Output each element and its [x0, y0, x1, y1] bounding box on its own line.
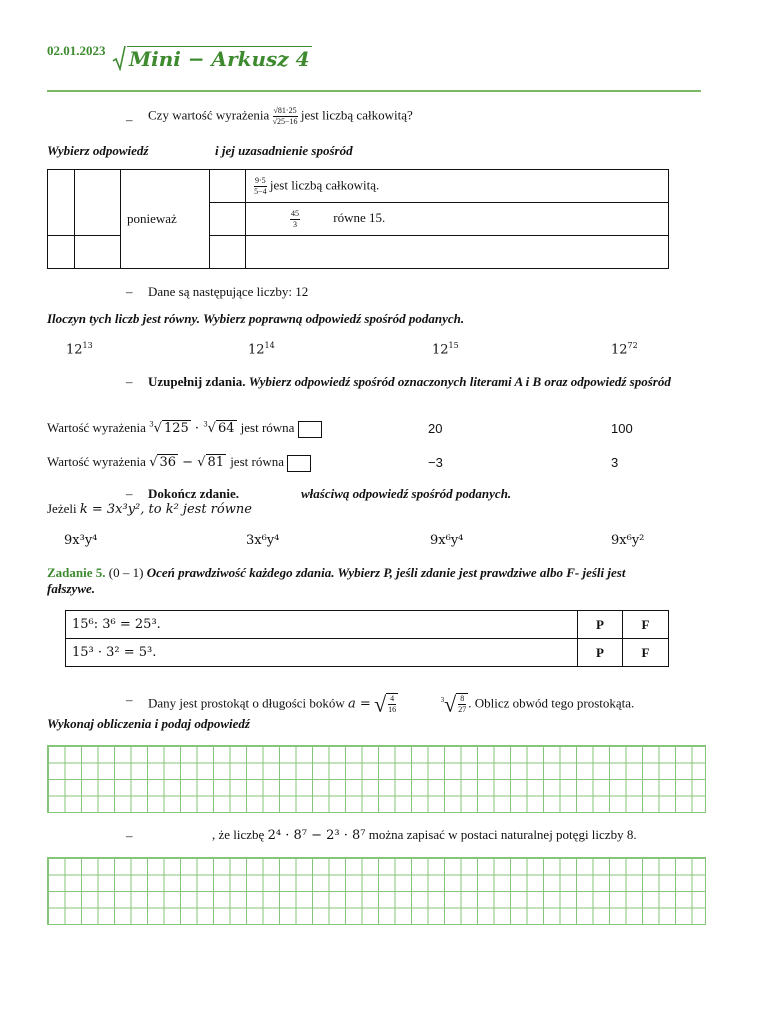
- q1-question: Czy wartość wyrażenia $\frac{√81\cdot 25}{√25-16}$ jest liczbą całkowitą?: [148, 106, 413, 126]
- q2-option-b[interactable]: $12^{14}$: [248, 341, 275, 358]
- q5-row1-f[interactable]: F: [623, 611, 669, 639]
- q1-cell-choice-b[interactable]: [75, 170, 121, 236]
- q1-reason2: $\frac{45}{3}$ równe 15.: [246, 203, 669, 236]
- q2-bullet: –: [126, 284, 133, 299]
- q3-row2-option-b[interactable]: 3: [611, 455, 619, 470]
- q5-row2-f[interactable]: F: [623, 639, 669, 667]
- q1-reason2-letter[interactable]: [210, 203, 246, 236]
- q2-option-a[interactable]: $12^{13}$: [66, 341, 93, 358]
- q5-row1-p[interactable]: P: [578, 611, 623, 639]
- page-title: Mini − Arkusz 4: [129, 47, 310, 71]
- q1-bullet: –: [126, 112, 133, 127]
- q1-cell-choice-d[interactable]: [75, 236, 121, 269]
- q3-row2-answer-box[interactable]: [287, 455, 311, 472]
- title-root-icon: [112, 45, 126, 75]
- q2-question: Dane są następujące liczby: 12: [148, 284, 309, 299]
- q4-option-a[interactable]: 9x³y⁴: [64, 533, 98, 548]
- q1-reason3-letter[interactable]: [210, 236, 246, 269]
- q3-row2: Wartość wyrażenia √ 36 − √ 81 jest równa: [47, 454, 311, 472]
- q5-statement-1: 15⁶: 3⁶ = 25³.: [66, 611, 578, 639]
- table-row: [66, 611, 669, 639]
- q5-statement-2: 15³ · 3² = 5³.: [66, 639, 578, 667]
- q5-truth-table: [65, 610, 669, 667]
- q3-row2-expression: √ 36 − √ 81: [149, 455, 225, 470]
- q3-row1-option-a[interactable]: 20: [428, 421, 443, 436]
- q1-reason1-letter[interactable]: [210, 170, 246, 203]
- q2-option-c[interactable]: $12^{15}$: [432, 341, 459, 358]
- q6-bullet: –: [126, 692, 133, 707]
- q4-instruction: właściwą odpowiedź spośród podanych.: [301, 486, 512, 501]
- q1-cell-choice-c[interactable]: [48, 236, 75, 269]
- q4-bullet: –: [126, 486, 133, 501]
- q1-answer-table: [47, 169, 669, 269]
- q6-question: Dany jest prostokąt o długości boków a = √ $\frac{4}{16}$ $^3$√ $\frac{8}{27}$ . Oblicz obwód tego prostokąta.: [148, 691, 635, 717]
- q4-option-b[interactable]: 3x⁶y⁴: [246, 533, 280, 548]
- q5-row2-p[interactable]: P: [578, 639, 623, 667]
- q4-option-d[interactable]: 9x⁶y²: [611, 533, 645, 548]
- q3-bullet: –: [126, 374, 133, 389]
- table-row: [66, 639, 669, 667]
- q7-bullet: –: [126, 828, 133, 843]
- q7-answer-grid[interactable]: [47, 857, 706, 925]
- q1-because: ponieważ: [121, 170, 210, 269]
- header-divider: [47, 90, 701, 92]
- date: 02.01.2023: [47, 43, 106, 58]
- q4-line: Jeżeli k = 3x³y², to k² jest równe: [47, 501, 252, 517]
- q1-instruction-b: i jej uzasadnienie spośród: [215, 143, 353, 158]
- q1-instruction-a: Wybierz odpowiedź: [47, 143, 149, 158]
- q4-title: Dokończ zdanie.: [148, 486, 239, 501]
- q1-cell-choice-a[interactable]: [48, 170, 75, 236]
- q5-heading: Zadanie 5. (0 – 1) Oceń prawdziwość każdego zdania. Wybierz P, jeśli zdanie jest prawdziwe albo F- jeśli jest fałszywe.: [47, 565, 626, 596]
- q1-frac-den: √25−16: [272, 117, 298, 126]
- q6-instruction: Wykonaj obliczenia i podaj odpowiedź: [47, 716, 250, 731]
- q4-option-c[interactable]: 9x⁶y⁴: [430, 533, 464, 548]
- q2-instruction: Iloczyn tych liczb jest równy. Wybierz poprawną odpowiedź spośród podanych.: [47, 311, 465, 326]
- q2-option-d[interactable]: $12^{72}$: [611, 341, 638, 358]
- q3-row1-expression: $^3$√ 125 · $^3$√ 64: [149, 420, 235, 436]
- q3-row1: Wartość wyrażenia $^3$√ 125 · $^3$√ 64 jest równa: [47, 420, 322, 438]
- q1-reason3: [246, 236, 669, 269]
- q3-row2-option-a[interactable]: −3: [428, 455, 443, 470]
- q6-answer-grid[interactable]: [47, 745, 706, 813]
- q3-heading: Uzupełnij zdania. Wybierz odpowiedź spośród oznaczonych literami A i B oraz odpowiedź spośród: [148, 374, 671, 389]
- q3-row1-option-b[interactable]: 100: [611, 421, 633, 436]
- q3-row1-answer-box[interactable]: [298, 421, 322, 438]
- q1-reason1: $\frac{9\cdot 5}{5-4}$ jest liczbą całkowitą.: [246, 170, 669, 203]
- q1-frac-num: √81·25: [273, 106, 297, 115]
- q7-question: , że liczbę 2⁴ · 8⁷ − 2³ · 8⁷ można zapisać w postaci naturalnej potęgi liczby 8.: [212, 827, 637, 843]
